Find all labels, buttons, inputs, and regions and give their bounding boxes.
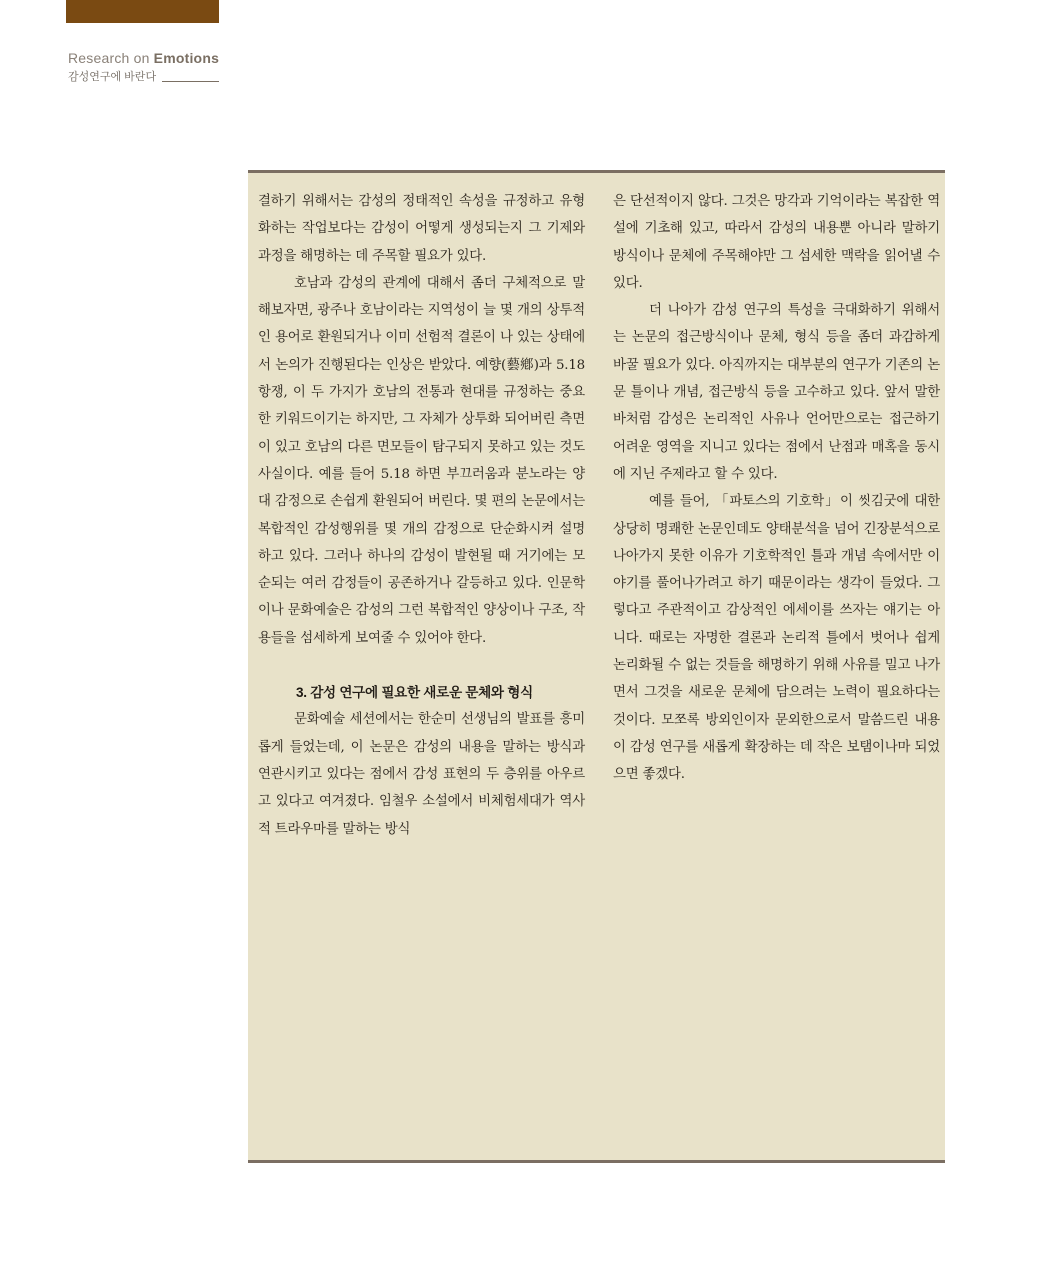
paragraph: 은 단선적이지 않다. 그것은 망각과 기억이라는 복잡한 역설에 기초해 있고, 따라서 감성의 내용뿐 아니라 말하기 방식이나 문체에 주목해야만 그 섬세한 맥락을 읽어낼 수 있다. xyxy=(613,194,940,291)
left-column xyxy=(258,188,585,843)
paragraph: 문화예술 세션에서는 한순미 선생님의 발표를 흥미롭게 들었는데, 이 논문은 감성의 내용을 말하는 방식과 연관시키고 있다는 점에서 감성 표현의 두 층위를 아우르고 있다고 여겨졌다. 임철우 소설에서 비체험세대가 역사적 트라우마를 말하는 방식 xyxy=(258,712,585,837)
running-header xyxy=(68,50,219,84)
article-panel xyxy=(248,170,945,1163)
series-title-prefix: Research on xyxy=(68,50,154,66)
subtitle-rule xyxy=(162,81,219,82)
header-color-bar xyxy=(66,0,219,23)
series-title-strong: Emotions xyxy=(153,50,220,66)
series-subtitle-row xyxy=(68,68,219,84)
series-subtitle: 감성연구에 바란다 xyxy=(68,71,157,83)
section-heading: 3. 감성 연구에 필요한 새로운 문체와 형식 xyxy=(296,685,533,701)
series-title xyxy=(68,50,219,66)
paragraph: 더 나아가 감성 연구의 특성을 극대화하기 위해서는 논문의 접근방식이나 문체, 형식 등을 좀더 과감하게 바꿀 필요가 있다. 아직까지는 대부분의 연구가 기존의 논문 틀이나 개념, 접근방식 등을 고수하고 있다. 앞서 말한 바처럼 감성은 논리적인 사유나 언어만으로는 접근하기 어려운 영역을 지니고 있다는 점에서 난점과 매혹을 동시에 지닌 주제라고 할 수 있다. xyxy=(613,303,940,482)
paragraph: 결하기 위해서는 감성의 정태적인 속성을 규정하고 유형화하는 작업보다는 감성이 어떻게 생성되는지 그 기제와 과정을 해명하는 데 주목할 필요가 있다. xyxy=(258,194,585,264)
right-column xyxy=(613,188,940,789)
paragraph: 호남과 감성의 관계에 대해서 좀더 구체적으로 말해보자면, 광주나 호남이라는 지역성이 늘 몇 개의 상투적인 용어로 환원되거나 이미 선험적 결론이 나 있는 상태에서 논의가 진행된다는 인상은 받았다. 예향(藝鄕)과 5.18항쟁, 이 두 가지가 호남의 전통과 현대를 규정하는 중요한 키워드이기는 하지만, 그 자체가 상투화 되어버린 측면이 있고 호남의 다른 면모들이 탐구되지 못하고 있는 것도 사실이다. 예를 들어 5.18 하면 부끄러움과 분노라는 양대 감정으로 손쉽게 환원되어 버린다. 몇 편의 논문에서는 복합적인 감성행위를 몇 개의 감정으로 단순화시켜 설명하고 있다. 그러나 하나의 감성이 발현될 때 거기에는 모순되는 여러 감정들이 공존하거나 갈등하고 있다. 인문학이나 문화예술은 감성의 그런 복합적인 양상이나 구조, 작용들을 섬세하게 보여줄 수 있어야 한다. xyxy=(258,275,585,646)
paragraph: 예를 들어, 「파토스의 기호학」이 씻김굿에 대한 상당히 명쾌한 논문인데도 양태분석을 넘어 긴장분석으로 나아가지 못한 이유가 기호학적인 틀과 개념 속에서만 이야기를 풀어나가려고 하기 때문이라는 생각이 들었다. 그렇다고 주관적이고 감상적인 에세이를 쓰자는 얘기는 아니다. 때로는 자명한 결론과 논리적 틀에서 벗어나 쉽게 논리화될 수 없는 것들을 해명하기 위해 사유를 밀고 나가면서 그것을 새로운 문체에 담으려는 노력이 필요하다는 것이다. 모쪼록 방외인이자 문외한으로서 말씀드린 내용이 감성 연구를 새롭게 확장하는 데 작은 보탬이나마 되었으면 좋겠다. xyxy=(613,494,941,783)
